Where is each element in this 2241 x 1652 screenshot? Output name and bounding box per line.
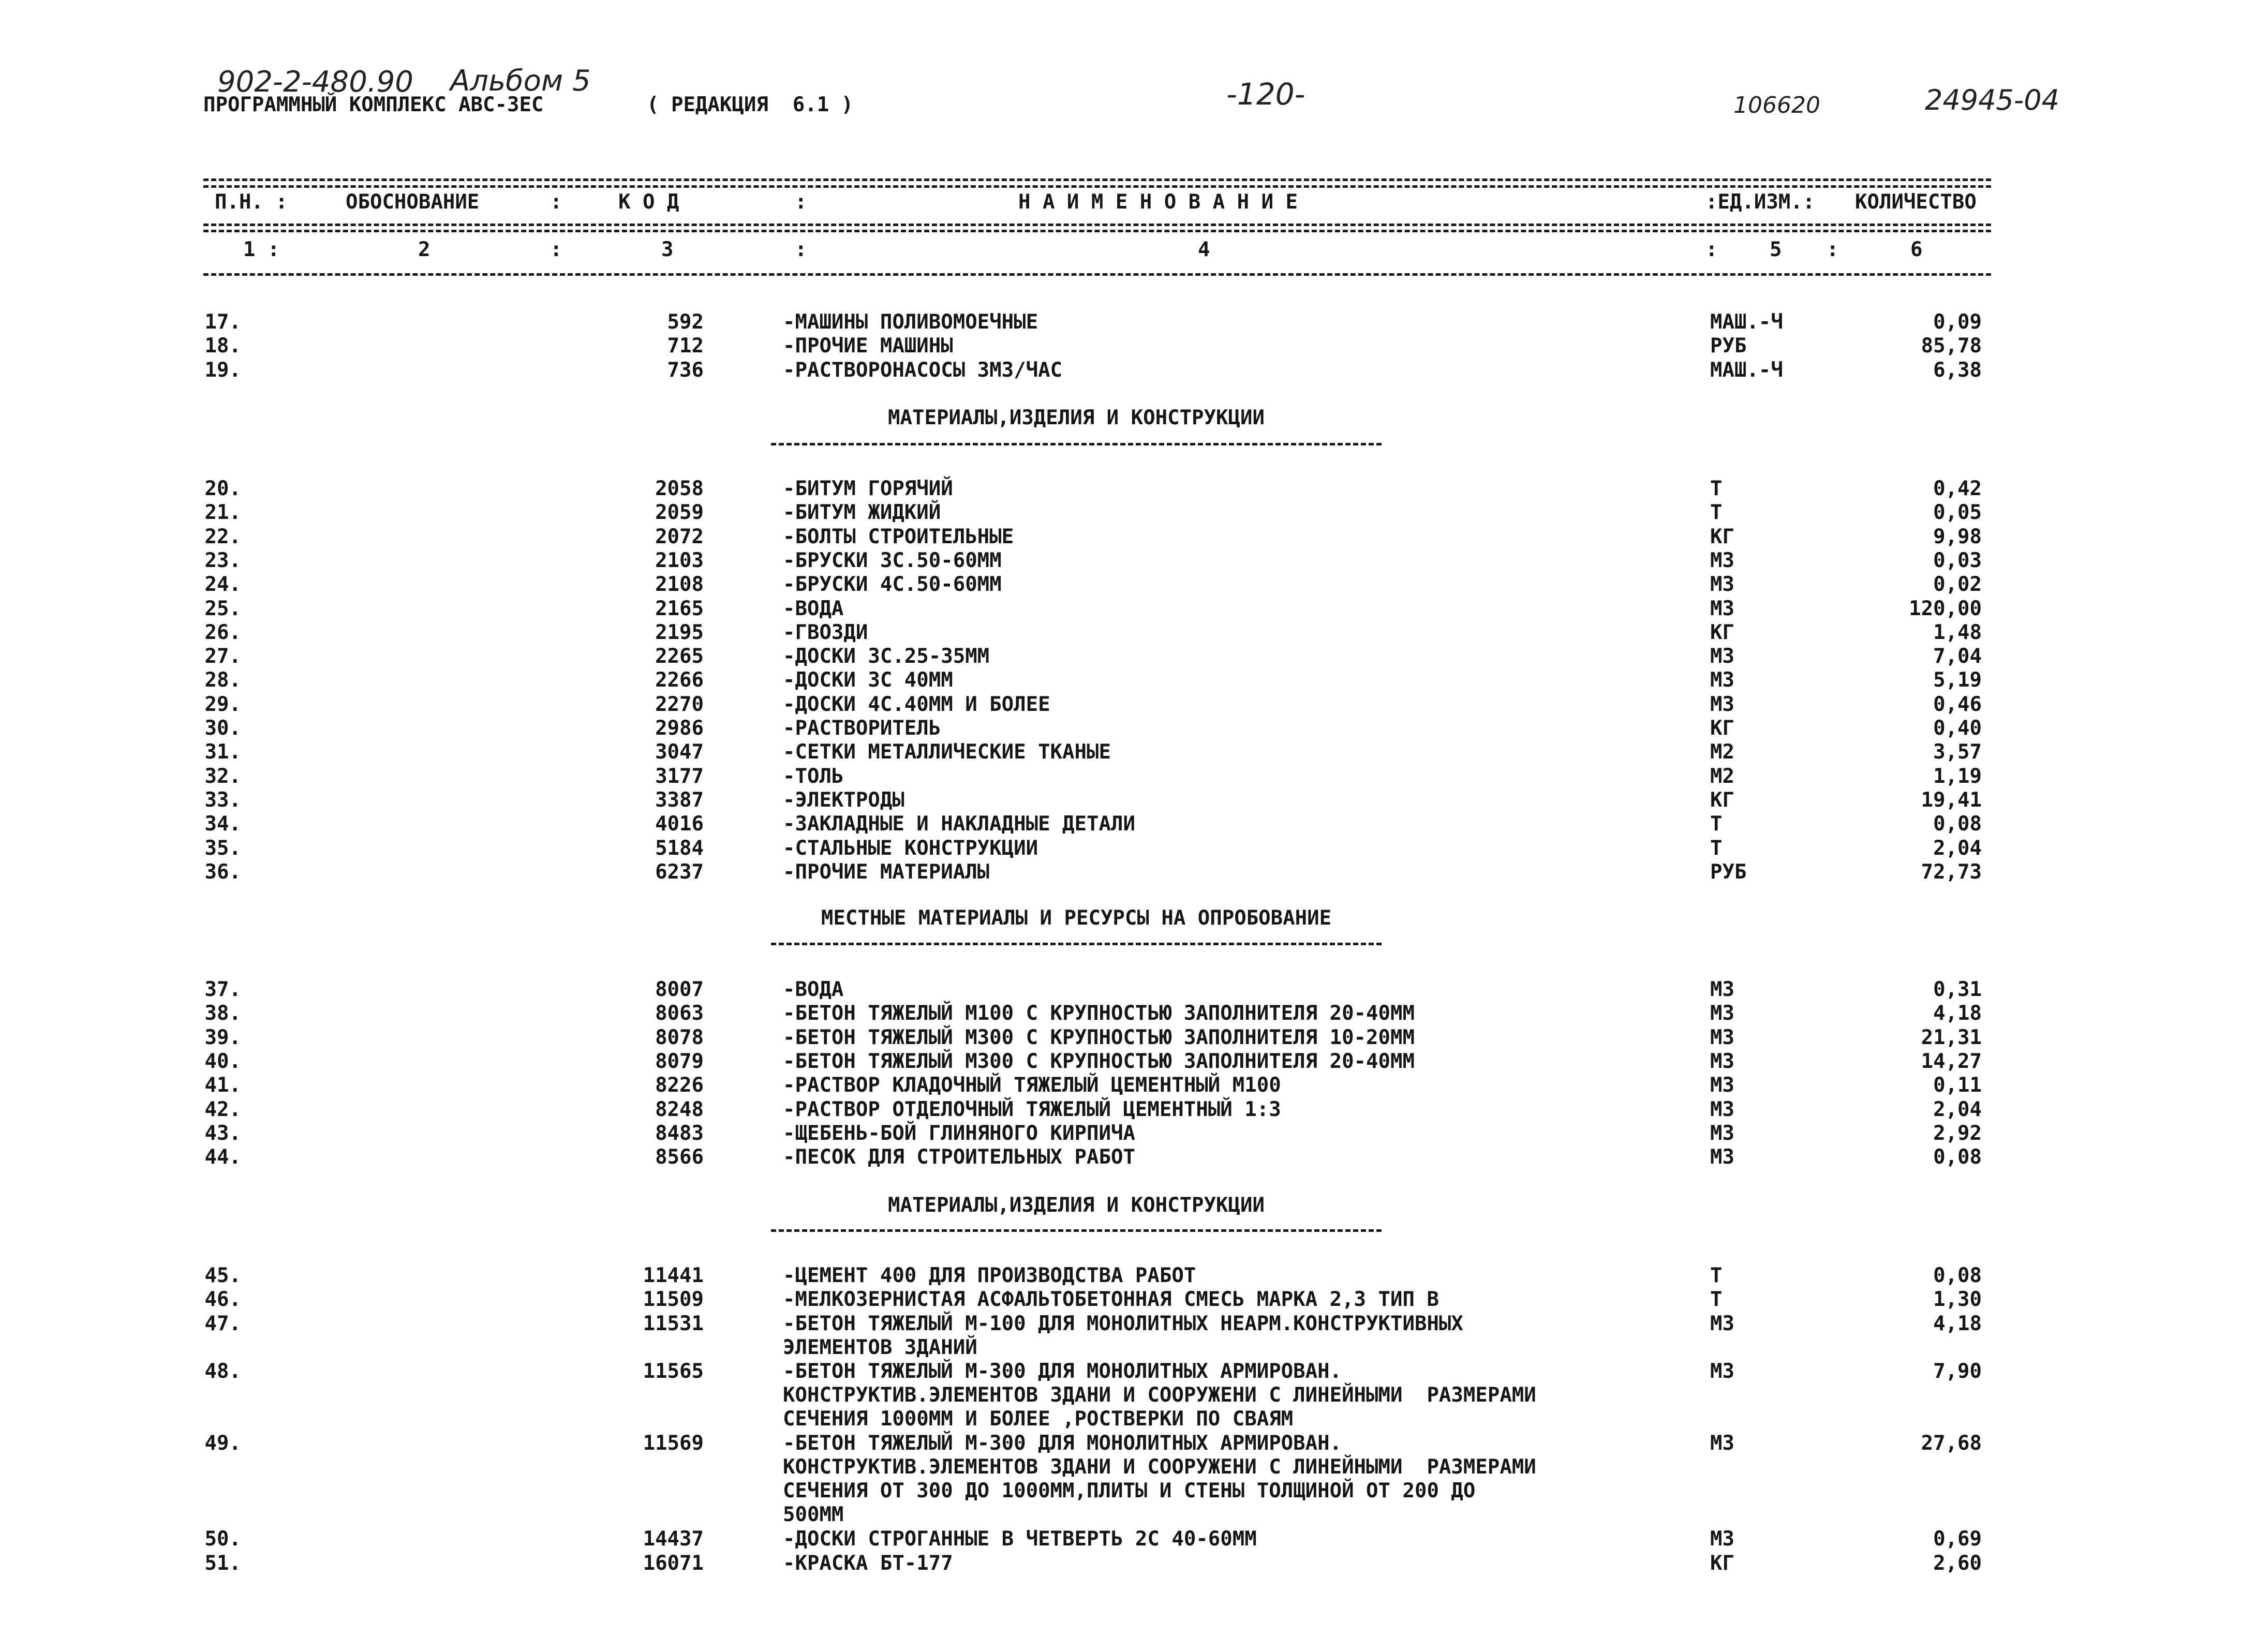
row-code: 712 — [667, 334, 704, 358]
row-name: -ДОСКИ 4С.40ММ И БОЛЕЕ — [783, 692, 1050, 716]
row-number: 25. — [204, 597, 241, 620]
row-quantity: 2,60 — [1933, 1551, 1982, 1575]
column-numbers — [0, 238, 2241, 264]
row-name: -ДОСКИ 3С.25-35ММ — [783, 645, 990, 668]
row-quantity: 14,27 — [1921, 1049, 1982, 1073]
row-code: 8063 — [655, 1002, 704, 1025]
row-quantity: 0,08 — [1933, 1264, 1982, 1287]
row-unit: РУБ — [1710, 860, 1747, 884]
row-name: -БЕТОН ТЯЖЕЛЫЙ М300 С КРУПНОСТЬЮ ЗАПОЛНИТЕЛЯ 10-20ММ — [783, 1025, 1415, 1049]
row-quantity: 9,98 — [1933, 525, 1982, 548]
row-number: 44. — [204, 1145, 241, 1169]
row-number: 30. — [204, 717, 241, 740]
row-name: -МАШИНЫ ПОЛИВОМОЕЧНЫЕ — [783, 310, 1038, 334]
row-code: 2986 — [655, 717, 704, 740]
edition-label: ( РЕДАКЦИЯ 6.1 ) — [647, 93, 854, 116]
row-number: 18. — [204, 334, 241, 358]
row-code: 2103 — [655, 548, 704, 572]
row-name: -ВОДА — [783, 597, 844, 620]
row-unit: М3 — [1710, 1121, 1734, 1145]
row-number: 45. — [204, 1264, 241, 1287]
header-rule-bottom — [203, 273, 1991, 276]
colnum-4: 4 — [1198, 238, 1210, 261]
row-code: 8078 — [655, 1025, 704, 1049]
row-code: 5184 — [655, 836, 704, 860]
row-code: 11509 — [643, 1288, 704, 1312]
row-unit: М3 — [1710, 1360, 1734, 1383]
header-code: К О Д — [618, 190, 679, 214]
row-number: 49. — [204, 1432, 241, 1455]
row-quantity: 0,42 — [1933, 477, 1982, 500]
colnum-5: 5 — [1770, 238, 1782, 261]
row-code: 11441 — [643, 1264, 704, 1287]
row-number: 43. — [204, 1121, 241, 1145]
row-name: -БЕТОН ТЯЖЕЛЫЙ М300 С КРУПНОСТЬЮ ЗАПОЛНИТЕЛЯ 20-40ММ — [783, 1049, 1415, 1073]
row-unit: М3 — [1710, 978, 1734, 1001]
row-unit: КГ — [1710, 717, 1734, 740]
row-name: -ТОЛЬ — [783, 764, 844, 788]
row-quantity: 2,92 — [1933, 1121, 1982, 1145]
row-quantity: 27,68 — [1921, 1432, 1982, 1455]
row-quantity: 0,09 — [1933, 310, 1982, 334]
row-quantity: 0,69 — [1933, 1527, 1982, 1551]
section-underline-2 — [771, 943, 1382, 945]
row-unit: М3 — [1710, 645, 1734, 668]
album-label: Альбом 5 — [450, 64, 591, 98]
row-name: -КРАСКА БТ-177 — [783, 1551, 953, 1575]
row-name: -ВОДА — [783, 978, 844, 1001]
row-quantity: 0,31 — [1933, 978, 1982, 1001]
row-name: -БИТУМ ЖИДКИЙ — [783, 501, 941, 525]
document-number: 902-2-480.90 — [217, 65, 413, 99]
row-quantity: 0,05 — [1933, 501, 1982, 525]
section-title-materials-2: МАТЕРИАЛЫ,ИЗДЕЛИЯ И КОНСТРУКЦИИ — [888, 1194, 1265, 1217]
colnum-sep-1: : — [550, 238, 562, 261]
row-code: 8566 — [655, 1145, 704, 1169]
row-code: 8483 — [655, 1121, 704, 1145]
page-number: -120- — [1226, 77, 1305, 112]
row-quantity: 0,46 — [1933, 692, 1982, 716]
row-name: -БЕТОН ТЯЖЕЛЫЙ М100 С КРУПНОСТЬЮ ЗАПОЛНИТЕЛЯ 20-40ММ — [783, 1002, 1415, 1025]
row-unit: М3 — [1710, 692, 1734, 716]
row-unit: М3 — [1710, 573, 1734, 597]
doc-code: 106620 — [1733, 92, 1820, 118]
row-unit: КГ — [1710, 525, 1734, 548]
row-unit: Т — [1710, 1264, 1723, 1287]
row-name: -ПРОЧИЕ МАТЕРИАЛЫ — [783, 860, 990, 884]
row-quantity: 72,73 — [1921, 860, 1982, 884]
row-name: -ЭЛЕКТРОДЫ — [783, 788, 904, 812]
row-quantity: 2,04 — [1933, 1097, 1982, 1121]
row-unit: КГ — [1710, 1551, 1734, 1575]
row-code: 16071 — [643, 1551, 704, 1575]
row-name: -ПЕСОК ДЛЯ СТРОИТЕЛЬНЫХ РАБОТ — [783, 1145, 1135, 1169]
row-quantity: 120,00 — [1909, 597, 1982, 620]
row-number: 26. — [204, 620, 241, 644]
row-unit: КГ — [1710, 788, 1734, 812]
row-number: 29. — [204, 692, 241, 716]
row-code: 6237 — [655, 860, 704, 884]
row-unit: Т — [1710, 477, 1723, 500]
row-unit: М3 — [1710, 597, 1734, 620]
row-name: -ГВОЗДИ — [783, 620, 868, 644]
row-number: 46. — [204, 1288, 241, 1312]
row-name: -ЦЕМЕНТ 400 ДЛЯ ПРОИЗВОДСТВА РАБОТ — [783, 1264, 1196, 1287]
row-number: 21. — [204, 501, 241, 525]
row-code: 3387 — [655, 788, 704, 812]
row-number: 28. — [204, 668, 241, 692]
row-unit: РУБ — [1710, 334, 1747, 358]
section-title-local-materials: МЕСТНЫЕ МАТЕРИАЛЫ И РЕСУРСЫ НА ОПРОБОВАНИЕ — [821, 906, 1332, 930]
row-code: 8248 — [655, 1097, 704, 1121]
colnum-sep-3: : — [1705, 238, 1718, 261]
header-sep-2: : — [795, 190, 807, 214]
row-quantity: 1,19 — [1933, 764, 1982, 788]
row-number: 19. — [204, 358, 241, 382]
row-number: 33. — [204, 788, 241, 812]
row-name: -БРУСКИ 4С.50-60ММ — [783, 573, 1002, 597]
colnum-3: 3 — [661, 238, 674, 261]
row-number: 17. — [204, 310, 241, 334]
row-number: 39. — [204, 1025, 241, 1049]
row-code: 8007 — [655, 978, 704, 1001]
registration-number: 24945-04 — [1925, 84, 2059, 116]
row-name: -БЕТОН ТЯЖЕЛЫЙ М-300 ДЛЯ МОНОЛИТНЫХ АРМИРОВАН. КОНСТРУКТИВ.ЭЛЕМЕНТОВ ЗДАНИ И СООРУЖЕНИ С ЛИНЕЙНЫМИ РАЗМЕРАМИ СЕЧЕНИЯ 1000ММ И БОЛЕЕ ,РОСТВЕРКИ ПО СВАЯМ — [783, 1360, 1536, 1431]
row-unit: М3 — [1710, 1432, 1734, 1455]
header-rule-mid-2 — [203, 230, 1991, 232]
row-quantity: 21,31 — [1921, 1025, 1982, 1049]
row-code: 14437 — [643, 1527, 704, 1551]
header-rule-mid — [203, 224, 1991, 226]
row-unit: М2 — [1710, 764, 1734, 788]
column-headers — [0, 190, 2241, 216]
row-unit: М3 — [1710, 1097, 1734, 1121]
header-rule-top-2 — [203, 185, 1991, 188]
row-number: 27. — [204, 645, 241, 668]
row-quantity: 0,11 — [1933, 1074, 1982, 1097]
row-unit: М3 — [1710, 1145, 1734, 1169]
row-name: -БОЛТЫ СТРОИТЕЛЬНЫЕ — [783, 525, 1014, 548]
row-quantity: 7,90 — [1933, 1360, 1982, 1383]
row-name: -ЗАКЛАДНЫЕ И НАКЛАДНЫЕ ДЕТАЛИ — [783, 812, 1135, 836]
row-quantity: 4,18 — [1933, 1312, 1982, 1335]
colnum-sep-4: : — [1827, 238, 1839, 261]
row-quantity: 0,08 — [1933, 1145, 1982, 1169]
row-code: 736 — [667, 358, 704, 382]
header-sep-1: : — [550, 190, 562, 214]
row-name: -РАСТВОРОНАСОСЫ 3М3/ЧАС — [783, 358, 1063, 382]
row-quantity: 2,04 — [1933, 836, 1982, 860]
header-name: Н А И М Е Н О В А Н И Е — [1018, 190, 1298, 214]
row-number: 38. — [204, 1002, 241, 1025]
row-number: 48. — [204, 1360, 241, 1383]
row-code: 2270 — [655, 692, 704, 716]
row-number: 24. — [204, 573, 241, 597]
row-code: 8226 — [655, 1074, 704, 1097]
colnum-1: 1 : — [243, 238, 280, 261]
row-name: -ДОСКИ СТРОГАННЫЕ В ЧЕТВЕРТЬ 2С 40-60ММ — [783, 1527, 1257, 1551]
row-code: 592 — [667, 310, 704, 334]
row-unit: Т — [1710, 501, 1723, 525]
row-name: -БЕТОН ТЯЖЕЛЫЙ М-100 ДЛЯ МОНОЛИТНЫХ НЕАРМ.КОНСТРУКТИВНЫХ ЭЛЕМЕНТОВ ЗДАНИЙ — [783, 1312, 1463, 1359]
row-number: 41. — [204, 1074, 241, 1097]
row-code: 11569 — [643, 1432, 704, 1455]
row-quantity: 0,08 — [1933, 812, 1982, 836]
row-number: 35. — [204, 836, 241, 860]
section-title-materials: МАТЕРИАЛЫ,ИЗДЕЛИЯ И КОНСТРУКЦИИ — [888, 406, 1265, 429]
row-quantity: 5,19 — [1933, 668, 1982, 692]
row-number: 32. — [204, 764, 241, 788]
colnum-2: 2 — [418, 238, 431, 261]
row-code: 11565 — [643, 1360, 704, 1383]
program-title: ПРОГРАММНЫЙ КОМПЛЕКС АВС-3ЕС — [203, 93, 544, 116]
row-unit: М3 — [1710, 1312, 1734, 1335]
row-name: -РАСТВОРИТЕЛЬ — [783, 717, 941, 740]
row-unit: КГ — [1710, 620, 1734, 644]
row-unit: М3 — [1710, 548, 1734, 572]
row-code: 2165 — [655, 597, 704, 620]
row-quantity: 1,48 — [1933, 620, 1982, 644]
row-code: 8079 — [655, 1049, 704, 1073]
header-pn: П.Н. : — [215, 190, 288, 214]
row-name: -СТАЛЬНЫЕ КОНСТРУКЦИИ — [783, 836, 1038, 860]
row-number: 50. — [204, 1527, 241, 1551]
row-name: -ПРОЧИЕ МАШИНЫ — [783, 334, 953, 358]
row-code: 2108 — [655, 573, 704, 597]
row-code: 2265 — [655, 645, 704, 668]
row-number: 36. — [204, 860, 241, 884]
row-unit: МАШ.-Ч — [1710, 310, 1783, 334]
row-number: 23. — [204, 548, 241, 572]
row-quantity: 85,78 — [1921, 334, 1982, 358]
colnum-6: 6 — [1910, 238, 1923, 261]
row-quantity: 6,38 — [1933, 358, 1982, 382]
row-quantity: 1,30 — [1933, 1288, 1982, 1312]
row-code: 2072 — [655, 525, 704, 548]
row-quantity: 19,41 — [1921, 788, 1982, 812]
row-unit: МАШ.-Ч — [1710, 358, 1783, 382]
row-unit: М3 — [1710, 1049, 1734, 1073]
header-rule-top — [203, 178, 1991, 181]
row-number: 51. — [204, 1551, 241, 1575]
row-number: 47. — [204, 1312, 241, 1335]
row-quantity: 3,57 — [1933, 740, 1982, 764]
row-number: 22. — [204, 525, 241, 548]
row-unit: Т — [1710, 812, 1723, 836]
row-unit: М3 — [1710, 1002, 1734, 1025]
row-number: 42. — [204, 1097, 241, 1121]
row-code: 3047 — [655, 740, 704, 764]
row-quantity: 4,18 — [1933, 1002, 1982, 1025]
row-quantity: 0,02 — [1933, 573, 1982, 597]
row-unit: М3 — [1710, 1025, 1734, 1049]
row-name: -ЩЕБЕНЬ-БОЙ ГЛИНЯНОГО КИРПИЧА — [783, 1121, 1135, 1145]
row-unit: Т — [1710, 1288, 1723, 1312]
row-name: -ДОСКИ 3С 40ММ — [783, 668, 953, 692]
row-number: 34. — [204, 812, 241, 836]
row-name: -БИТУМ ГОРЯЧИЙ — [783, 477, 953, 500]
row-name: -БЕТОН ТЯЖЕЛЫЙ М-300 ДЛЯ МОНОЛИТНЫХ АРМИРОВАН. КОНСТРУКТИВ.ЭЛЕМЕНТОВ ЗДАНИ И СООРУЖЕНИ С ЛИНЕЙНЫМИ РАЗМЕРАМИ СЕЧЕНИЯ ОТ 300 ДО 1000ММ,ПЛИТЫ И СТЕНЫ ТОЛЩИНОЙ ОТ 200 ДО 500ММ — [783, 1432, 1536, 1527]
section-underline-1 — [771, 443, 1382, 445]
row-code: 2266 — [655, 668, 704, 692]
row-code: 11531 — [643, 1312, 704, 1335]
row-unit: Т — [1710, 836, 1723, 860]
row-unit: М3 — [1710, 1527, 1734, 1551]
row-unit: М2 — [1710, 740, 1734, 764]
row-code: 3177 — [655, 764, 704, 788]
header-unit: :ЕД.ИЗМ.: — [1705, 190, 1815, 214]
row-unit: М3 — [1710, 1074, 1734, 1097]
row-code: 2059 — [655, 501, 704, 525]
row-number: 37. — [204, 978, 241, 1001]
row-code: 4016 — [655, 812, 704, 836]
row-quantity: 7,04 — [1933, 645, 1982, 668]
row-name: -РАСТВОР ОТДЕЛОЧНЫЙ ТЯЖЕЛЫЙ ЦЕМЕНТНЫЙ 1:3 — [783, 1097, 1281, 1121]
section-underline-3 — [771, 1229, 1382, 1232]
header-basis: ОБОСНОВАНИЕ — [346, 190, 480, 214]
row-name: -СЕТКИ МЕТАЛЛИЧЕСКИЕ ТКАНЫЕ — [783, 740, 1111, 764]
row-quantity: 0,40 — [1933, 717, 1982, 740]
row-name: -МЕЛКОЗЕРНИСТАЯ АСФАЛЬТОБЕТОННАЯ СМЕСЬ МАРКА 2,3 ТИП В — [783, 1288, 1439, 1312]
row-quantity: 0,03 — [1933, 548, 1982, 572]
row-number: 40. — [204, 1049, 241, 1073]
row-code: 2195 — [655, 620, 704, 644]
row-unit: М3 — [1710, 668, 1734, 692]
row-number: 20. — [204, 477, 241, 500]
colnum-sep-2: : — [795, 238, 807, 261]
row-code: 2058 — [655, 477, 704, 500]
row-name: -БРУСКИ 3С.50-60ММ — [783, 548, 1002, 572]
row-number: 31. — [204, 740, 241, 764]
row-name: -РАСТВОР КЛАДОЧНЫЙ ТЯЖЕЛЫЙ ЦЕМЕНТНЫЙ М100 — [783, 1074, 1281, 1097]
header-quantity: КОЛИЧЕСТВО — [1855, 190, 1977, 214]
